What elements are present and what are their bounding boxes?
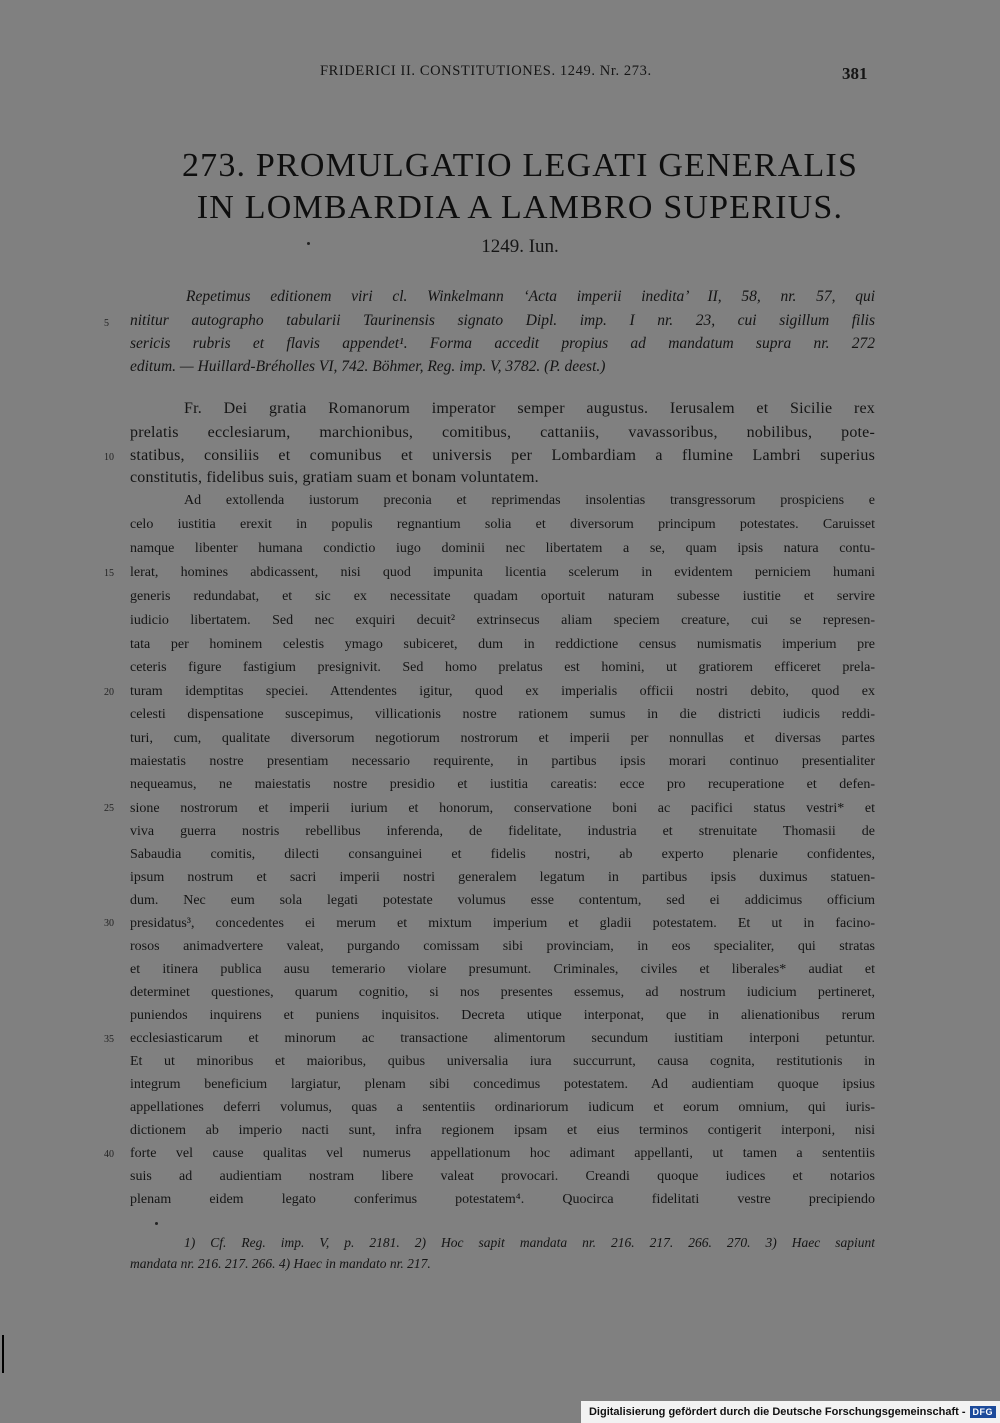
text-line: iudicio libertatem. Sed nec exquiri decuit² extrinsecus aliam speciem creature, cui se represen- — [130, 613, 875, 628]
line-number: 5 — [104, 318, 109, 329]
text-line: tata per hominem celestis ymago subiceret, dum in reddictione census numismatis imperium pre — [130, 637, 875, 652]
line-number: 35 — [104, 1034, 114, 1045]
page-number: 381 — [842, 64, 868, 83]
document-title — [130, 145, 910, 229]
text-line: celo iustitia erexit in populis regnantium solia et diversorum principum potestates. Caruisset — [130, 517, 875, 532]
text-line: suis ad audientiam nostram libere valeat provocari. Creandi quoque iudices et notarios — [130, 1169, 875, 1184]
text-line: ipsum nostrum et sacri imperii nostri generalem legatum in partibus ipsis duximus statuen- — [130, 870, 875, 885]
text-line: generis redundabat, et sic ex necessitate quadam oportuit naturam subesse iustitie et servire — [130, 589, 875, 604]
intro-line: sericis rubris et flavis appendet¹. Forma accedit propius ad mandatum supra nr. 272 — [130, 335, 875, 352]
title-line-1: 273. PROMULGATIO LEGATI GENERALIS — [181, 147, 859, 184]
opening-line: Fr. Dei gratia Romanorum imperator semper augustus. Ierusalem et Sicilie rex — [184, 400, 875, 417]
intro-line: nititur autographo tabularii Taurinensis signato Dipl. imp. I nr. 23, cui sigillum filis — [130, 312, 875, 329]
line-number: 15 — [104, 568, 114, 579]
line-number: 30 — [104, 918, 114, 929]
banner-text: Digitalisierung gefördert durch die Deutsche Forschungsgemeinschaft - — [588, 1406, 966, 1418]
line-number: 10 — [104, 452, 114, 463]
footnote-line: mandata nr. 216. 217. 266. 4) Haec in mandato nr. 217. — [130, 1256, 431, 1271]
text-line: Et ut minoribus et maioribus, quibus universalia iura succurrunt, causa cognita, restitutionis in — [130, 1054, 875, 1069]
text-line: lerat, homines abdicassent, nisi quod impunita licentia scelerum in evidentem perniciem humani — [130, 565, 875, 580]
text-line: presidatus³, concedentes ei merum et mixtum imperium et gladii potestatem. Et ut in facino- — [130, 916, 875, 931]
line-number: 40 — [104, 1149, 114, 1160]
text-line: dum. Nec eum sola legati potestate volumus esse contentum, sed ei addicimus officium — [130, 893, 875, 908]
intro-line: editum. — Huillard-Bréholles VI, 742. Böhmer, Reg. imp. V, 3782. (P. deest.) — [130, 358, 606, 375]
text-line: Sabaudia comitis, dilecti consanguinei et fidelis nostri, ab experto plenarie confidentes, — [130, 847, 875, 862]
text-line: viva guerra nostris rebellibus inferenda, de fidelitate, industria et strenuitate Thomasii de — [130, 824, 875, 839]
text-line: determinet questiones, quarum cognitio, si nos presentes essemus, ad nostrum iudicium pertineret, — [130, 985, 875, 1000]
text-line: appellationes deferri volumus, quas a sententiis ordinariorum iudicum et eorum omnium, qui iuris- — [130, 1100, 875, 1115]
text-line: rosos animadvertere valeat, purgando comissam sibi provinciam, in eos specialiter, qui stratas — [130, 939, 875, 954]
intro-line: Repetimus editionem viri cl. Winkelmann ‘Acta imperii inedita’ II, 58, nr. 57, qui — [186, 288, 875, 305]
opening-line: constitutis, fidelibus suis, gratiam suam et bonam voluntatem. — [130, 469, 539, 486]
text-line: namque libenter humana condictio iugo dominii nec libertatem a se, quam ipsis natura contu- — [130, 541, 875, 556]
text-line: dictionem ab imperio nacti sunt, infra regionem ipsam et eius terminos contigerit interponi, nisi — [130, 1123, 875, 1138]
text-line: plenam eidem legato conferimus potestatem⁴. Quocirca fidelitati vestre precipiendo — [130, 1192, 875, 1207]
title-line-2: IN LOMBARDIA A LAMBRO SUPERIUS. — [196, 189, 844, 226]
stray-dot — [155, 1222, 158, 1225]
line-number: 25 — [104, 803, 114, 814]
digitization-banner — [581, 1401, 1000, 1423]
text-line: maiestatis nostre presentiam necessario requirente, in partibus ipsis morari continuo presentialiter — [130, 754, 875, 769]
line-number: 20 — [104, 687, 114, 698]
text-line: puniendos inquirens et puniens inquisitos. Decreta utique interponat, que in alienationibus rerum — [130, 1008, 875, 1023]
opening-line: statibus, consiliis et comunibus et universis per Lombardiam a flumine Lambri superius — [130, 447, 875, 464]
document-date: 1249. Iun. — [481, 236, 559, 257]
text-line: integrum beneficium largiatur, plenam sibi concedimus potestatem. Ad audientiam quoque ipsius — [130, 1077, 875, 1092]
text-line: Ad extollenda iustorum preconia et reprimendas insolentias transgressorum prospiciens e — [184, 493, 875, 508]
text-line: et itinera publica ausu temerario violare presumunt. Criminales, civiles et liberales* audiat et — [130, 962, 875, 977]
scan-margin-mark — [2, 1335, 4, 1373]
opening-line: prelatis ecclesiarum, marchionibus, comitibus, cattaniis, vavassoribus, nobilibus, pote- — [130, 424, 875, 441]
running-head: FRIDERICI II. CONSTITUTIONES. 1249. Nr. 273. — [320, 63, 652, 79]
footnote-line: 1) Cf. Reg. imp. V, p. 2181. 2) Hoc sapit mandata nr. 216. 217. 266. 270. 3) Haec sapiunt — [184, 1235, 875, 1250]
text-line: nequeamus, ne maiestatis nostre presidio et iustitia careatis: ecce pro recuperatione et defen- — [130, 777, 875, 792]
stray-dot — [307, 242, 310, 245]
text-line: turam idemptitas speciei. Attendentes igitur, quod ex imperialis officii nostri debito, quod ex — [130, 684, 875, 699]
text-line: ceteris figure fastigium presignivit. Sed homo prelatus est homini, ut gratiorem efficeret prela- — [130, 660, 875, 675]
text-line: sione nostrorum et imperii iurium et honorum, conservatione boni ac pacifici status vestri* et — [130, 801, 875, 816]
dfg-logo-icon: DFG — [970, 1406, 997, 1418]
text-line: turi, cum, qualitate diversorum negotiorum nostrorum et imperii per nonnullas et diversas partes — [130, 731, 875, 746]
text-line: celesti dispensatione suscepimus, villicationis nostre rationem sumus in die districti iudicis reddi- — [130, 707, 875, 722]
text-line: forte vel cause qualitas vel numerus appellationum hoc adimant appellanti, ut tamen a sententiis — [130, 1146, 875, 1161]
text-line: ecclesiasticarum et minorum ac transactione alimentorum secundum iustitiam interponi petuntur. — [130, 1031, 875, 1046]
